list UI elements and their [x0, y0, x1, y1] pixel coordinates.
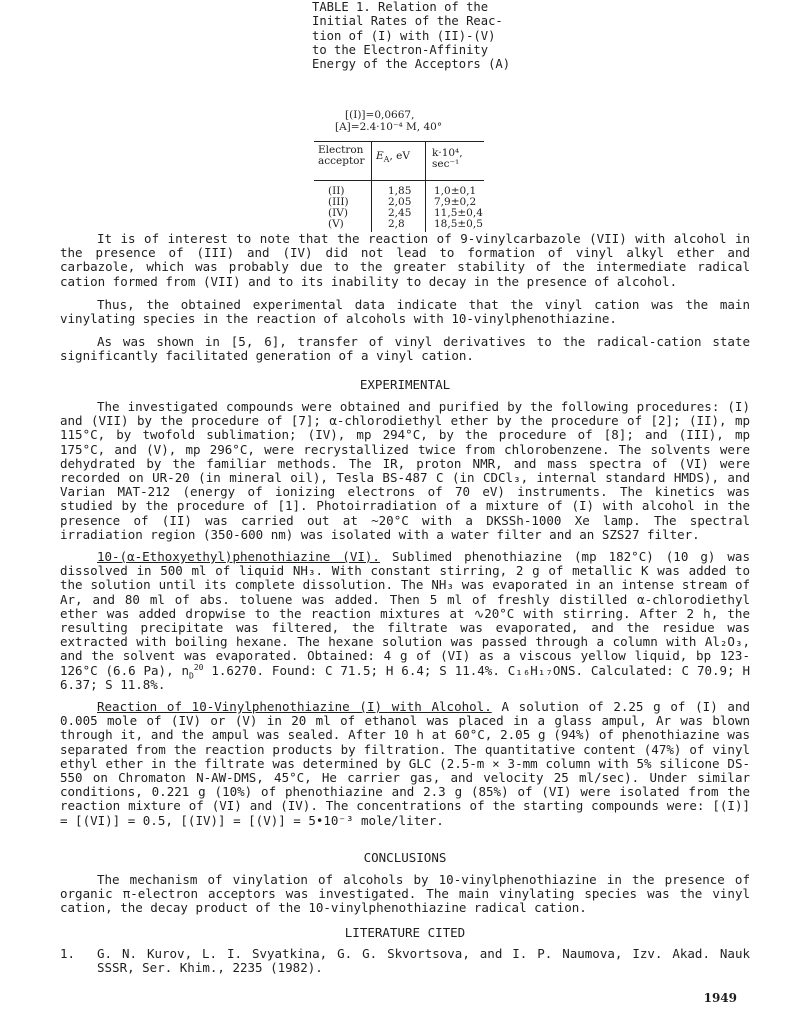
header-acceptor: [318, 145, 365, 167]
table-conditions: [335, 109, 442, 133]
table-caption-line: tion of (I) with (II)-(V): [312, 28, 496, 43]
paragraph: As was shown in [5, 6], transfer of vinyl derivatives to the radical-cation state significantly facilitated generation of a vinyl cation.: [60, 334, 750, 364]
section-heading-conclusions: CONCLUSIONS: [363, 850, 447, 865]
paragraph-title: Reaction of 10-Vinylphenothiazine (I) with Alcohol.: [97, 699, 492, 715]
header-ea-unit: , eV: [389, 150, 410, 162]
col-acceptor: [328, 186, 349, 230]
header-acceptor-line: acceptor: [318, 155, 365, 167]
page-number: 1949: [703, 991, 737, 1005]
header-k-line: sec⁻¹: [432, 158, 460, 170]
refractive-index-subscript: D: [189, 671, 194, 681]
paragraph: [60, 700, 750, 828]
paragraph: It is of interest to note that the reaction of 9-vinylcarbazole (VII) with alcohol in the presence of (III) and (IV) did not lead to formation of vinyl alkyl ether and carbazole, which was probably due to the greater stability of the intermediate radical cation formed from (VII) and to its inability to decay in the presence of alcohol.: [60, 231, 750, 289]
section-heading-experimental: EXPERIMENTAL: [359, 377, 451, 392]
table-col-divider: [425, 141, 426, 180]
paragraph-body: A solution of 2.25 g of (I) and 0.005 mole of (IV) or (V) in 20 ml of ethanol was placed in a glass ampul, Ar was blown through it, and the ampul was sealed. After 10 h at 60°C, 2.05 g (94%) of phenothiazine was separated from the reaction products by filtration. The quantitative content (47%) of vinyl ethyl ether in the filtrate was determined by GLC (2.5-m × 3-mm column with 5% silicone DS-550 on Chromaton N-AW-DMS, 45°C, He carrier gas, and velocity 25 ml/sec). Under similar conditions, 0.221 g (10%) of phenothiazine and 2.3 g (85%) of (VI) were isolated from the reaction mixture of (VI) and (IV). The concentrations of the starting compounds were: [(I)] = [(VI)] = 0.5, [(IV)] = [(V)] = 5•10⁻³ mole/liter.: [60, 699, 751, 828]
paragraph: [60, 550, 750, 692]
paragraph-title: 10-(α-Ethoxyethyl)phenothiazine (VI).: [97, 549, 380, 565]
body-text: [60, 873, 750, 916]
header-k: [432, 148, 463, 170]
header-ea: [376, 150, 410, 165]
table-caption: [312, 0, 532, 71]
paragraph-body: 1.6270. Found: C 71.5; H 6.4; S 11.4%. C₁₆H₁₇ONS. Calculated: C 70.9; H 6.37; S 11.8%.: [60, 662, 750, 692]
table-cell: 2,05: [388, 196, 412, 208]
paragraph: The investigated compounds were obtained and purified by the following procedures: (I) and (VII) by the procedure of [7]; α-chlorodiethyl ether by the procedure of [2]; (II), mp 115°C, by twofold sublimation; (IV), mp 294°C, by the procedure of [8]; and (III), mp 175°C, and (V), mp 296°C, were recrystallized twice from chlorobenzene. The solvents were dehydrated by the familiar methods. The IR, proton NMR, and mass spectra of (VI) were recorded on UR-20 (in mineral oil), Tesla BS-487 C (in CDCl₃, internal standard HMDS), and Varian MAT-212 (energy of ionizing electrons of 70 eV) instruments. The kinetics was studied by the procedure of [1]. Photoirradiation of a mixture of (I) with alcohol in the presence of (II) was carried out at ~20°C with a DKSSh-1000 Xe lamp. The spectral irradiation region (350-600 nm) was isolated with a water filter and an SZS27 filter.: [60, 399, 750, 542]
table-cell: (II): [328, 185, 345, 197]
data-table: [314, 140, 484, 232]
table-cell: 2,8: [388, 218, 405, 230]
table-cell: (IV): [328, 207, 348, 219]
header-k-line: k·10⁴,: [432, 147, 463, 159]
table-condition-line: [(I)]=0,0667,: [345, 109, 415, 121]
table-cell: 1,0±0,1: [434, 185, 477, 197]
table-cell: 7,9±0,2: [434, 196, 477, 208]
paragraph: Thus, the obtained experimental data indicate that the vinyl cation was the main vinylating species in the reaction of alcohols with 10-vinylphenothiazine.: [60, 296, 750, 327]
table-cell: (III): [328, 196, 349, 208]
table-caption-line: Initial Rates of the Reac-: [312, 14, 503, 29]
paragraph: The mechanism of vinylation of alcohols by 10-vinylphenothiazine in the presence of organic π-electron acceptors was investigated. The main vinylating species was the vinyl cation, the decay product of the 10-vinylphenothiazine radical cation.: [60, 872, 750, 916]
table-caption-line: TABLE 1. Relation of the: [312, 0, 489, 14]
table-caption-line: Energy of the Acceptors (A): [312, 57, 511, 72]
table-col-divider: [371, 180, 372, 232]
table-cell: 11,5±0,4: [434, 207, 483, 219]
body-text: [60, 400, 750, 828]
table-rule-top: [314, 141, 484, 142]
table-caption-line: to the Electron-Affinity: [312, 42, 489, 57]
table-cell: 1,85: [388, 185, 412, 197]
table-cell: (V): [328, 218, 344, 230]
table-cell: 18,5±0,5: [434, 218, 483, 230]
header-acceptor-line: Electron: [318, 144, 364, 156]
table-col-divider: [425, 180, 426, 232]
reference-item: [60, 947, 750, 975]
table-col-divider: [371, 141, 372, 180]
table-rule-header: [314, 180, 484, 181]
refractive-index-superscript: 20: [193, 662, 204, 672]
header-ea-sub: A: [383, 155, 390, 165]
col-ea: [388, 186, 411, 230]
table-cell: 2,45: [388, 207, 412, 219]
header-ea-symbol: E: [376, 150, 384, 162]
reference-text: G. N. Kurov, L. I. Svyatkina, G. G. Skvortsova, and I. P. Naumova, Izv. Akad. Nauk SSSR, Ser. Khim., 2235 (1982).: [97, 946, 750, 976]
reference-number: 1.: [60, 946, 76, 961]
paragraph-body: Sublimed phenothiazine (mp 182°C) (10 g) was dissolved in 500 ml of liquid NH₃. With constant stirring, 2 g of metallic K was added to the solution until its complete dissolution. The NH₃ was evaporated in an intense stream of Ar, and 80 ml of abs. toluene was added. Then 5 ml of freshly distilled α-chlorodiethyl ether was added dropwise to the reaction mixtures at ∿20°C with stirring. After 2 h, the resulting precipitate was filtered, the filtrate was evaporated, and the residue was extracted with boiling hexane. The hexane solution was passed through a column with Al₂O₃, and the solvent was evaporated. Obtained: 4 g of (VI) as a viscous yellow liquid, bp 123-126°C (6.6 Pa), n: [60, 549, 750, 678]
section-heading-literature: LITERATURE CITED: [344, 925, 466, 940]
col-k: [434, 186, 483, 230]
table-condition-line: [A]=2.4·10⁻⁴ M, 40°: [335, 121, 443, 133]
body-text: [60, 232, 750, 364]
